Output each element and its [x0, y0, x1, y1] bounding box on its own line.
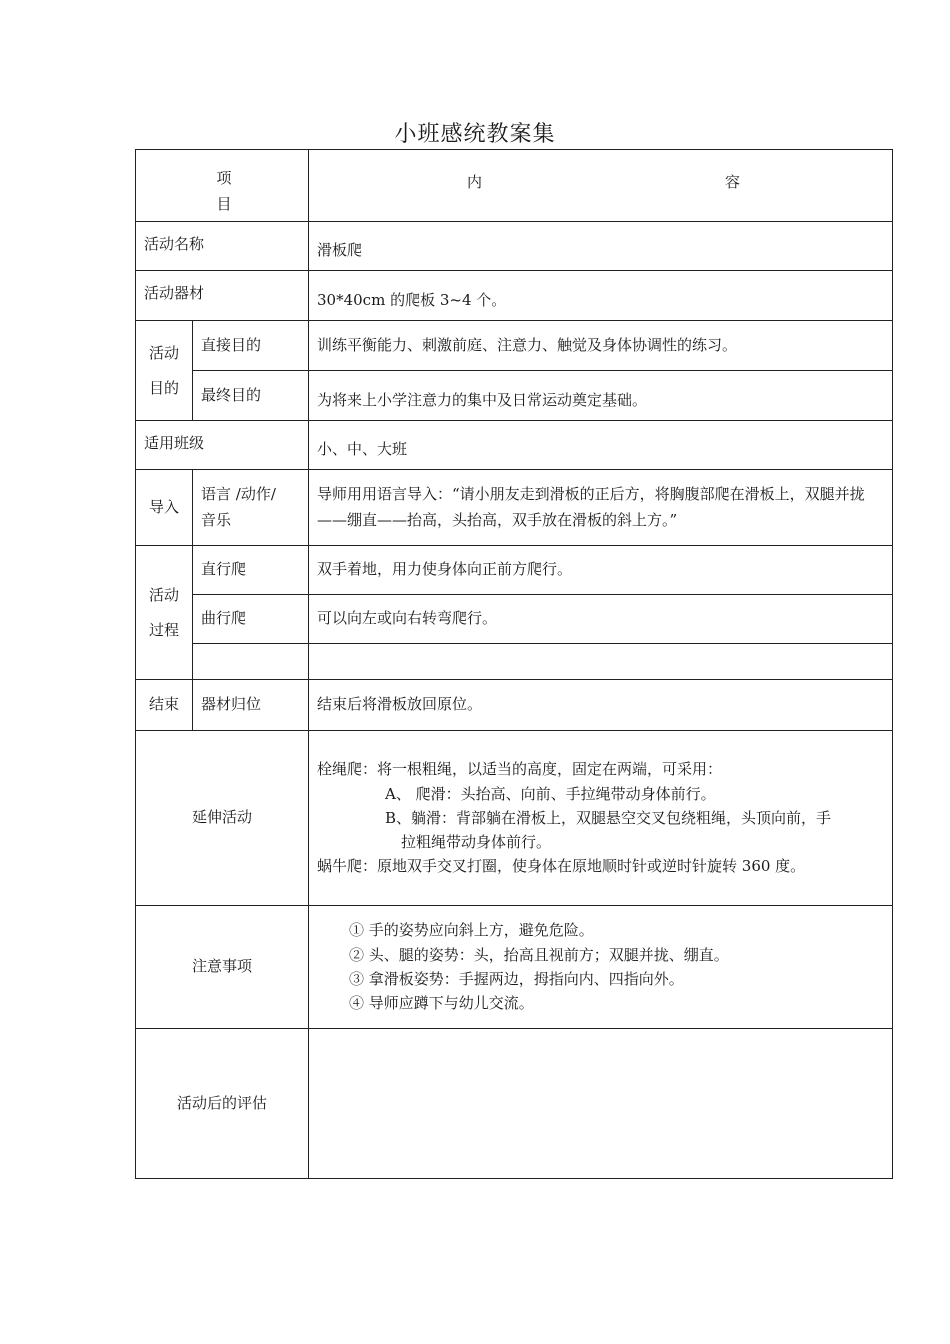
label-intro: 导入 — [136, 470, 193, 546]
extension-line: 拉粗绳带动身体前行。 — [401, 833, 552, 852]
row-notes — [136, 906, 893, 1029]
value-evaluation — [309, 1029, 893, 1179]
label-goal-final: 最终目的 — [193, 371, 309, 421]
empty-cell — [309, 644, 893, 680]
label-process-group: 活动 过程 — [136, 546, 193, 680]
row-process-straight — [136, 546, 893, 595]
note-item: ① 手的姿势应向斜上方，避免危险。 — [349, 921, 594, 940]
label-end: 结束 — [136, 680, 193, 731]
value-goal-final: 为将来上小学注意力的集中及日常运动奠定基础。 — [309, 371, 893, 421]
header-item: 项 目 — [136, 150, 309, 222]
label-notes: 注意事项 — [136, 906, 309, 1029]
value-process-straight: 双手着地，用力使身体向正前方爬行。 — [309, 546, 893, 595]
value-extension — [309, 731, 893, 906]
label-evaluation: 活动后的评估 — [136, 1029, 309, 1179]
document-title: 小班感统教案集 — [394, 122, 556, 147]
row-end — [136, 680, 893, 731]
row-evaluation — [136, 1029, 893, 1179]
row-intro — [136, 470, 893, 546]
label-equipment: 活动器材 — [136, 271, 309, 321]
label-extension: 延伸活动 — [136, 731, 309, 906]
empty-cell — [193, 644, 309, 680]
value-goal-direct: 训练平衡能力、刺激前庭、注意力、触觉及身体协调性的练习。 — [309, 321, 893, 371]
note-item: ② 头、腿的姿势：头，抬高且视前方；双腿并拢、绷直。 — [349, 945, 729, 964]
value-class: 小、中、大班 — [309, 421, 893, 470]
label-activity-name: 活动名称 — [136, 222, 309, 271]
value-process-curve: 可以向左或向右转弯爬行。 — [309, 595, 893, 644]
label-process-curve: 曲行爬 — [193, 595, 309, 644]
value-end: 结束后将滑板放回原位。 — [309, 680, 893, 731]
extension-line: B、躺滑：背部躺在滑板上，双腿悬空交叉包绕粗绳，头顶向前，手 — [385, 808, 832, 827]
header-content-char-2: 容 — [725, 173, 741, 191]
row-process-curve — [136, 595, 893, 644]
extension-line: 蜗牛爬：原地双手交叉打圈，使身体在原地顺时针或逆时针旋转 360 度。 — [317, 857, 806, 876]
row-goal-final — [136, 371, 893, 421]
value-notes — [309, 906, 893, 1029]
value-activity-name: 滑板爬 — [309, 222, 893, 271]
row-equipment — [136, 271, 893, 321]
label-intro-sub: 语言 /动作/ 音乐 — [193, 470, 309, 546]
row-extension — [136, 731, 893, 906]
label-goal-group: 活动 目的 — [136, 321, 193, 421]
value-intro: 导师用用语言导入：“请小朋友走到滑板的正后方，将胸腹部爬在滑板上，双腿并拢——绷直——抬高，头抬高，双手放在滑板的斜上方。” — [309, 470, 893, 546]
value-equipment: 30*40cm 的爬板 3~4 个。 — [309, 271, 893, 321]
lesson-plan-table — [135, 149, 893, 1179]
header-row — [136, 150, 893, 222]
header-content-char-1: 内 — [467, 173, 483, 191]
row-process-empty — [136, 644, 893, 680]
note-item: ③ 拿滑板姿势：手握两边，拇指向内、四指向外。 — [349, 970, 684, 988]
label-end-sub: 器材归位 — [193, 680, 309, 731]
extension-line: A、 爬滑：头抬高、向前、手拉绳带动身体前行。 — [385, 784, 716, 803]
label-process-straight: 直行爬 — [193, 546, 309, 595]
header-content — [309, 150, 893, 222]
row-goal-direct — [136, 321, 893, 371]
note-item: ④ 导师应蹲下与幼儿交流。 — [349, 994, 534, 1013]
extension-line: 栓绳爬：将一根粗绳，以适当的高度，固定在两端，可采用： — [317, 760, 723, 779]
label-goal-direct: 直接目的 — [193, 321, 309, 371]
row-class — [136, 421, 893, 470]
label-class: 适用班级 — [136, 421, 309, 470]
row-activity-name — [136, 222, 893, 271]
